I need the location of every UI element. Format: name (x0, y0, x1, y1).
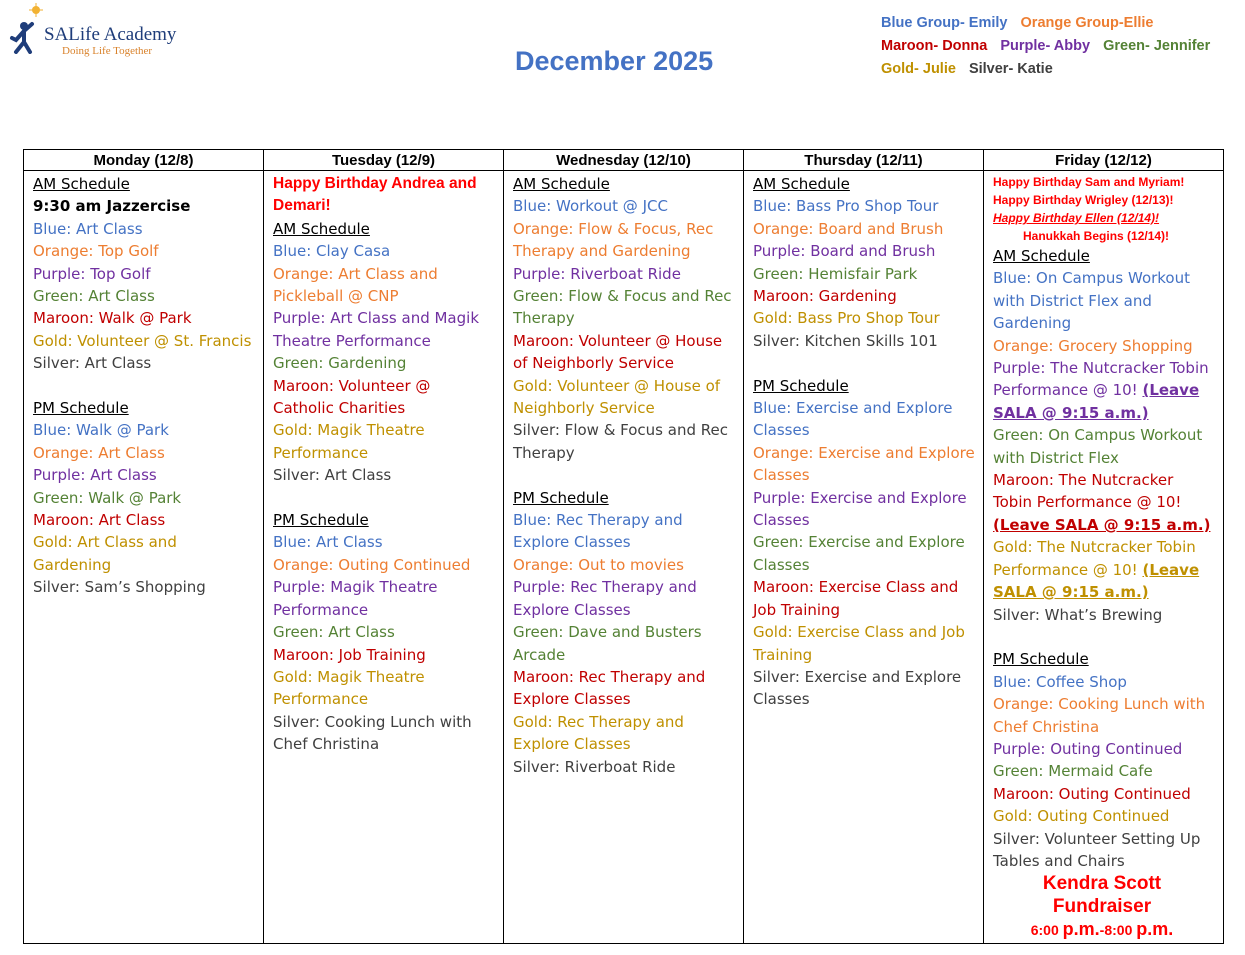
fundraiser-end-meridiem: p.m. (1136, 919, 1174, 940)
schedule-item: Job Training (753, 600, 841, 619)
schedule-item: Purple: Magik Theatre (273, 578, 438, 597)
schedule-item: Silver: What’s Brewing (993, 605, 1163, 624)
schedule-item: Silver: Art Class (33, 354, 152, 373)
fundraiser-subtitle: Fundraiser (1052, 896, 1152, 918)
schedule-item: Explore Classes (513, 600, 631, 619)
schedule-item: Purple: Top Golf (33, 264, 151, 283)
schedule-item: Purple: Riverboat Ride (513, 264, 681, 283)
schedule-item: Silver: Exercise and Explore (753, 667, 962, 686)
schedule-item: Chef Christina (993, 717, 1100, 736)
schedule-item: Training (753, 645, 813, 664)
birthday-note: Happy Birthday Ellen (12/14)! (993, 211, 1160, 225)
schedule-item: Classes (753, 421, 810, 440)
schedule-item: Maroon: Art Class (33, 511, 166, 530)
day-cell-monday (24, 171, 264, 944)
schedule-item: Blue: Workout @ JCC (513, 197, 668, 216)
group-legend (881, 12, 1219, 81)
schedule-item: Green: Mermaid Cafe (993, 762, 1153, 781)
schedule-item: Green: Gardening (273, 354, 407, 373)
schedule-item: Blue: Bass Pro Shop Tour (753, 197, 939, 216)
day-cell-thursday (744, 171, 984, 944)
leave-time-note: (Leave SALA @ 9:15 a.m.) (993, 515, 1211, 534)
schedule-item: Orange: Board and Brush (753, 219, 944, 238)
schedule-item: Orange: Cooking Lunch with (993, 695, 1206, 714)
schedule-item: Green: Art Class (33, 287, 155, 306)
schedule-item: Explore Classes (513, 735, 631, 754)
schedule-item: Silver: Riverboat Ride (513, 757, 676, 776)
am-schedule-label: AM Schedule (753, 175, 850, 193)
legend-silver: Silver- Katie (968, 61, 1053, 77)
schedule-item: Orange: Exercise and Explore (753, 443, 975, 462)
schedule-item: Maroon: Gardening (753, 287, 897, 306)
leave-time-note: SALA @ 9:15 a.m.) (993, 403, 1149, 422)
schedule-item: Purple: Outing Continued (993, 739, 1183, 758)
schedule-item: Performance (273, 690, 369, 709)
schedule-item: Maroon: Job Training (273, 645, 426, 664)
schedule-item: Tables and Chairs (993, 851, 1125, 870)
schedule-item: Gold: The Nutcracker Tobin (993, 538, 1196, 557)
pm-schedule-label: PM Schedule (753, 376, 849, 395)
schedule-item: Purple: Board and Brush (753, 242, 936, 261)
leave-time-note: (Leave (1142, 560, 1200, 579)
am-schedule-label: AM Schedule (993, 247, 1090, 265)
schedule-item: Classes (753, 555, 810, 574)
schedule-item: Blue: Art Class (273, 533, 383, 552)
schedule-row (24, 171, 1224, 944)
schedule-item (993, 379, 1223, 401)
fundraiser-time (993, 918, 1223, 942)
schedule-item: Maroon: Exercise Class and (753, 578, 959, 597)
pm-schedule-label: PM Schedule (993, 650, 1089, 669)
leave-time-note: (Leave (1142, 381, 1200, 400)
schedule-item: 9:30 am Jazzercise (33, 197, 191, 216)
logo-figure-icon (2, 2, 46, 54)
spacer (33, 375, 263, 397)
schedule-item: Arcade (513, 645, 566, 664)
schedule-item: Tobin Performance @ 10! (993, 493, 1182, 512)
schedule-item: Purple: Art Class (33, 466, 157, 485)
day-header-row (24, 150, 1224, 171)
legend-maroon: Maroon- Donna (881, 38, 988, 54)
schedule-item: Gold: Rec Therapy and (513, 712, 684, 731)
schedule-item: Therapy (513, 443, 575, 462)
schedule-item: Blue: Walk @ Park (33, 421, 169, 440)
schedule-item: Gold: Volunteer @ St. Francis (33, 331, 252, 350)
fundraiser-title: Kendra Scott (1042, 873, 1162, 895)
schedule-item: Maroon: The Nutcracker (993, 471, 1174, 490)
am-schedule-label: AM Schedule (513, 175, 610, 193)
schedule-item: Gold: Art Class and (33, 533, 177, 552)
schedule-item: Silver: Art Class (273, 466, 392, 485)
schedule-item: Silver: Cooking Lunch with (273, 712, 472, 731)
schedule-item: Maroon: Outing Continued (993, 784, 1191, 803)
schedule-item: Green: On Campus Workout (993, 426, 1203, 445)
schedule-item: Maroon: Volunteer @ (273, 376, 431, 395)
schedule-item: Neighborly Service (513, 399, 655, 418)
schedule-item: Purple: Art Class and Magik (273, 309, 480, 328)
birthday-note: Happy Birthday Wrigley (12/13)! (993, 193, 1174, 207)
schedule-item: Classes (753, 690, 810, 709)
schedule-item: Therapy (513, 309, 575, 328)
legend-orange: Orange Group-Ellie (1020, 15, 1154, 31)
day-header: Tuesday (12/9) (264, 150, 504, 171)
schedule-item: Green: Art Class (273, 623, 395, 642)
schedule-item: Gold: Exercise Class and Job (753, 623, 965, 642)
birthday-note: Demari! (273, 197, 331, 215)
schedule-item: Explore Classes (513, 690, 631, 709)
schedule-item: Orange: Art Class (33, 443, 165, 462)
day-cell-wednesday (504, 171, 744, 944)
schedule-item: Green: Walk @ Park (33, 488, 182, 507)
schedule-item: Classes (753, 511, 810, 530)
schedule-item: Orange: Flow & Focus, Rec (513, 219, 714, 238)
schedule-item: Blue: Exercise and Explore (753, 399, 953, 418)
schedule-item: Purple: Exercise and Explore (753, 488, 967, 507)
am-schedule-label: AM Schedule (273, 219, 370, 238)
spacer (993, 626, 1223, 648)
birthday-note: Happy Birthday Andrea and (273, 175, 477, 192)
schedule-item: Performance (273, 443, 369, 462)
schedule-item: Green: Flow & Focus and Rec (513, 287, 732, 306)
schedule-item: Explore Classes (513, 533, 631, 552)
schedule-item: Gold: Bass Pro Shop Tour (753, 309, 940, 328)
schedule-item: Therapy and Gardening (513, 242, 691, 261)
schedule-item-text: Performance @ 10! (993, 381, 1143, 400)
day-cell-friday (984, 171, 1224, 944)
schedule-item: Orange: Out to movies (513, 555, 684, 574)
schedule-item: Pickleball @ CNP (273, 287, 399, 306)
schedule-item: Maroon: Rec Therapy and (513, 667, 706, 686)
schedule-item: with District Flex and (993, 291, 1152, 310)
schedule-item: Silver: Sam’s Shopping (33, 578, 206, 597)
legend-gold: Gold- Julie (881, 61, 956, 77)
schedule-item: Blue: Rec Therapy and (513, 511, 683, 530)
spacer (513, 464, 743, 486)
schedule-item: Gold: Magik Theatre (273, 667, 425, 686)
schedule-item: Maroon: Walk @ Park (33, 309, 192, 328)
schedule-item: Maroon: Volunteer @ House (513, 331, 723, 350)
schedule-item: Silver: Volunteer Setting Up (993, 829, 1201, 848)
schedule-item: Gold: Volunteer @ House of (513, 376, 721, 395)
schedule-item: Gardening (33, 555, 112, 574)
pm-schedule-label: PM Schedule (273, 511, 369, 530)
schedule-item: Catholic Charities (273, 399, 406, 418)
am-schedule-label: AM Schedule (33, 175, 130, 193)
day-header: Monday (12/8) (24, 150, 264, 171)
page-title: December 2025 (515, 46, 714, 76)
fundraiser-start-meridiem: p.m. (1062, 919, 1100, 940)
schedule-item: Purple: The Nutcracker Tobin (993, 359, 1209, 378)
schedule-item: Blue: On Campus Workout (993, 269, 1190, 288)
day-header: Friday (12/12) (984, 150, 1224, 171)
schedule-item: Green: Hemisfair Park (753, 264, 918, 283)
schedule-item: Orange: Top Golf (33, 242, 159, 261)
schedule-item: Chef Christina (273, 735, 380, 754)
fundraiser-start: 6:00 (1030, 922, 1063, 939)
schedule-item: Blue: Clay Casa (273, 242, 391, 261)
schedule-item: Silver: Flow & Focus and Rec (513, 421, 728, 440)
schedule-item: Performance (273, 600, 369, 619)
day-header: Thursday (12/11) (744, 150, 984, 171)
pm-schedule-label: PM Schedule (513, 488, 609, 507)
schedule-item (993, 559, 1223, 581)
logo-name: SALife Academy (44, 24, 177, 45)
legend-blue: Blue Group- Emily (881, 15, 1008, 31)
schedule-item: Gardening (993, 314, 1072, 333)
birthday-note: Happy Birthday Sam and Myriam! (993, 175, 1185, 189)
schedule-item-text: Performance @ 10! (993, 560, 1143, 579)
schedule-item: Orange: Grocery Shopping (993, 336, 1193, 355)
schedule-item: of Neighborly Service (513, 354, 674, 373)
day-header: Wednesday (12/10) (504, 150, 744, 171)
legend-green: Green- Jennifer (1103, 38, 1211, 54)
schedule-item: Classes (753, 466, 810, 485)
schedule-item: Purple: Rec Therapy and (513, 578, 697, 597)
legend-purple: Purple- Abby (1000, 38, 1091, 54)
schedule-item: Green: Exercise and Explore (753, 533, 965, 552)
logo-tagline: Doing Life Together (62, 45, 153, 57)
logo (2, 2, 202, 62)
leave-time-note: SALA @ 9:15 a.m.) (993, 583, 1149, 602)
day-cell-tuesday (264, 171, 504, 944)
schedule-item: Blue: Coffee Shop (993, 672, 1127, 691)
schedule-item: with District Flex (993, 448, 1119, 467)
schedule-item: Orange: Art Class and (273, 264, 438, 283)
schedule-item: Gold: Magik Theatre (273, 421, 425, 440)
spacer (273, 487, 503, 509)
schedule-item: Green: Dave and Busters (513, 623, 702, 642)
schedule-item: Gold: Outing Continued (993, 807, 1170, 826)
fundraiser-end: -8:00 (1099, 922, 1137, 939)
schedule-item: Theatre Performance (273, 331, 431, 350)
spacer (753, 352, 983, 374)
schedule-item: Silver: Kitchen Skills 101 (753, 331, 938, 350)
holiday-note: Hanukkah Begins (12/14)! (1023, 229, 1170, 243)
pm-schedule-label: PM Schedule (33, 399, 129, 418)
schedule-item: Orange: Outing Continued (273, 555, 471, 574)
schedule-item: Blue: Art Class (33, 219, 143, 238)
schedule-table (23, 149, 1224, 944)
